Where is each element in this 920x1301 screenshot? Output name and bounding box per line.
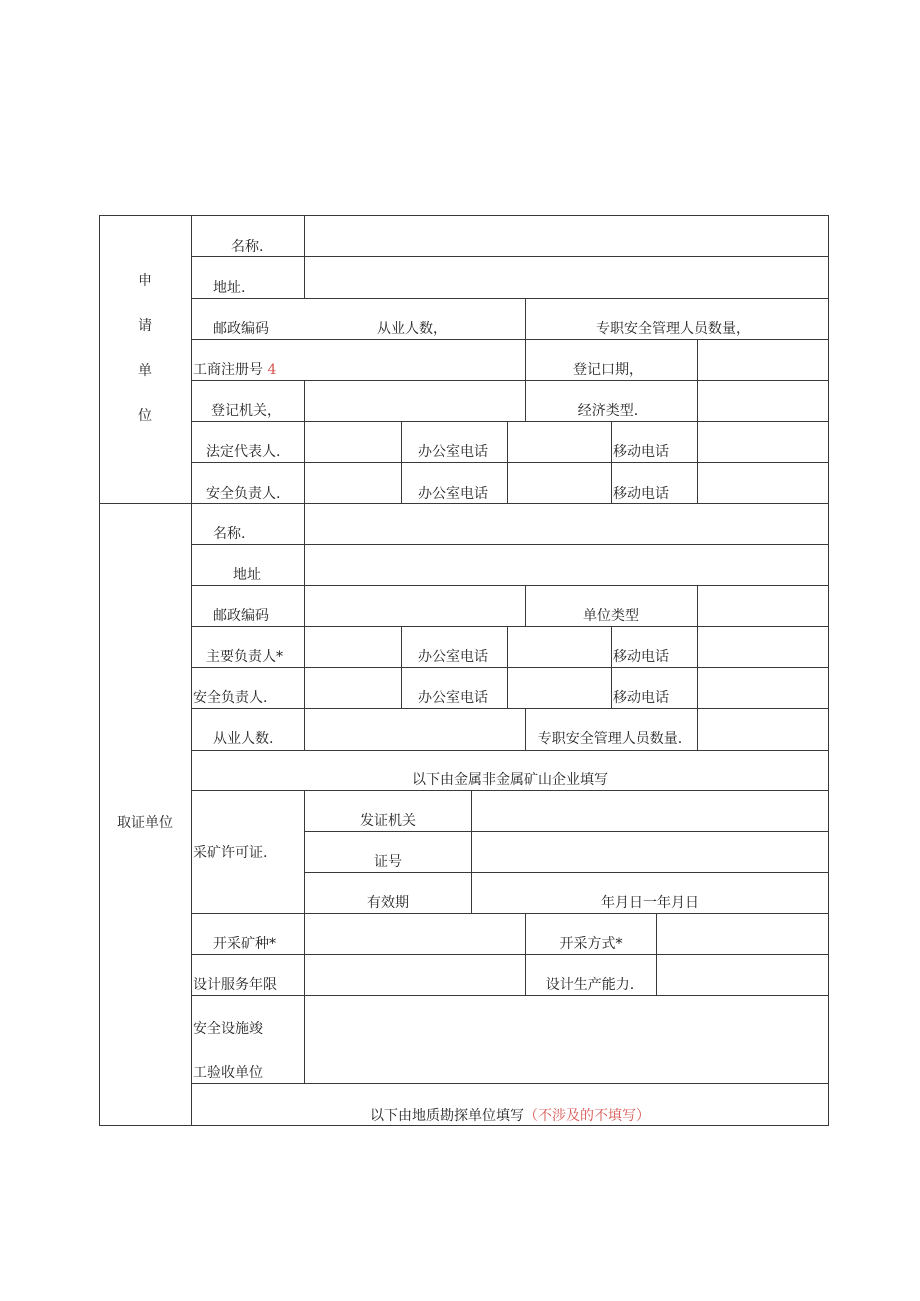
col-line: [697, 421, 698, 503]
row-line: [192, 913, 829, 914]
applicant-section-label-2: 请: [138, 318, 152, 334]
row-line: [304, 872, 829, 873]
geo-note-text: 以下由地质勘探单位填写: [370, 1108, 524, 1124]
certified-office-phone-label-1: 办公室电话: [418, 649, 488, 665]
col-line: [401, 421, 402, 503]
certified-mobile-phone-label-1: 移动电话: [613, 649, 669, 665]
row-line: [192, 462, 829, 463]
row-line: [192, 750, 829, 751]
cert-no-label: 证号: [374, 854, 402, 870]
legal-rep-label: 法定代表人.: [206, 444, 281, 460]
metal-mine-note: 以下由金属非金属矿山企业填写: [412, 772, 608, 788]
col-line: [656, 913, 657, 995]
applicant-section-label-4: 位: [138, 408, 152, 424]
economic-type-label: 经济类型.: [577, 403, 639, 419]
col-line: [304, 913, 305, 1083]
col-line: [697, 585, 698, 626]
certified-safety-staff-label: 专职安全管理人员数量.: [537, 731, 683, 747]
geo-note-paren: （不涉及的不填写）: [524, 1108, 650, 1124]
col-line: [697, 626, 698, 708]
applicant-section-label-1: 申: [138, 273, 152, 289]
applicant-office-phone-label-2: 办公室电话: [418, 486, 488, 502]
reg-date-label: 登记口期，: [573, 362, 643, 378]
certified-employees-label: 从业人数.: [213, 731, 274, 747]
table-border-left: [99, 215, 100, 1126]
section-divider: [99, 503, 829, 504]
row-line: [192, 544, 829, 545]
applicant-safety-head-label: 安全负责人.: [206, 486, 281, 502]
service-years-label: 设计服务年限: [193, 977, 277, 993]
col-line: [401, 626, 402, 708]
applicant-safety-staff-label: 专职安全管理人员数量，: [596, 321, 750, 337]
geo-exploration-note: [370, 1108, 650, 1124]
certified-postal-code-label: 邮政编码: [213, 608, 269, 624]
certified-office-phone-label-2: 办公室电话: [418, 690, 488, 706]
design-capacity-label: 设计生产能力.: [545, 977, 635, 993]
applicant-section-label-3: 单: [138, 363, 152, 379]
row-line: [192, 585, 829, 586]
row-line: [192, 298, 829, 299]
col-line: [611, 626, 612, 708]
certified-mobile-phone-label-2: 移动电话: [613, 690, 669, 706]
applicant-name-label: 名称.: [231, 239, 264, 255]
certified-name-label: 名称.: [213, 526, 246, 542]
mineral-label: 开采矿种*: [213, 936, 276, 952]
business-reg-mark: 4: [267, 362, 277, 378]
col-line: [304, 380, 305, 421]
acceptance-label-line2: 工验收单位: [193, 1065, 263, 1081]
col-line: [611, 421, 612, 503]
col-line: [471, 790, 472, 913]
col-line: [697, 708, 698, 750]
col-line: [304, 790, 305, 913]
row-line: [192, 421, 829, 422]
applicant-address-label: 地址.: [213, 280, 246, 296]
col-line: [304, 503, 305, 750]
col-line: [525, 913, 526, 995]
col-line: [525, 298, 526, 421]
col-line: [697, 339, 698, 421]
row-line: [192, 1083, 829, 1084]
table-border-top: [99, 215, 829, 216]
certified-safety-head-label: 安全负责人.: [193, 690, 268, 706]
method-label: 开采方式*: [559, 936, 623, 952]
col-line: [304, 421, 305, 503]
certified-section-label: 取证单位: [117, 815, 173, 831]
row-line: [192, 995, 829, 996]
col-line: [525, 708, 526, 750]
applicant-mobile-phone-label-1: 移动电话: [613, 444, 669, 460]
row-line: [192, 380, 829, 381]
business-reg-text: 工商注册号: [193, 362, 263, 378]
row-line: [192, 339, 829, 340]
row-line: [192, 790, 829, 791]
table-border-bottom: [99, 1125, 829, 1126]
unit-type-label: 单位类型: [583, 608, 639, 624]
row-line: [192, 626, 829, 627]
row-line: [192, 954, 829, 955]
row-line: [304, 831, 829, 832]
col-line: [525, 585, 526, 626]
certified-address-label: 地址: [233, 567, 261, 583]
applicant-office-phone-label-1: 办公室电话: [418, 444, 488, 460]
section-column-line: [191, 215, 192, 1126]
col-line: [507, 421, 508, 503]
applicant-mobile-phone-label-2: 移动电话: [613, 486, 669, 502]
validity-label: 有效期: [367, 895, 409, 911]
row-line: [192, 256, 829, 257]
applicant-employees-label: 从业人数，: [377, 321, 447, 337]
row-line: [192, 708, 829, 709]
col-line: [507, 626, 508, 708]
business-reg-label: [193, 362, 276, 378]
applicant-postal-code-label: 邮政编码: [213, 321, 269, 337]
reg-authority-label: 登记机关，: [211, 403, 281, 419]
issuer-label: 发证机关: [360, 813, 416, 829]
row-line: [192, 667, 829, 668]
mining-license-label: 采矿许可证.: [193, 845, 268, 861]
table-border-right: [828, 215, 829, 1126]
main-head-label: 主要负责人*: [206, 649, 283, 665]
validity-value: 年月日一年月日: [601, 895, 699, 911]
acceptance-label-line1: 安全设施竣: [193, 1021, 263, 1037]
col-line: [304, 215, 305, 298]
